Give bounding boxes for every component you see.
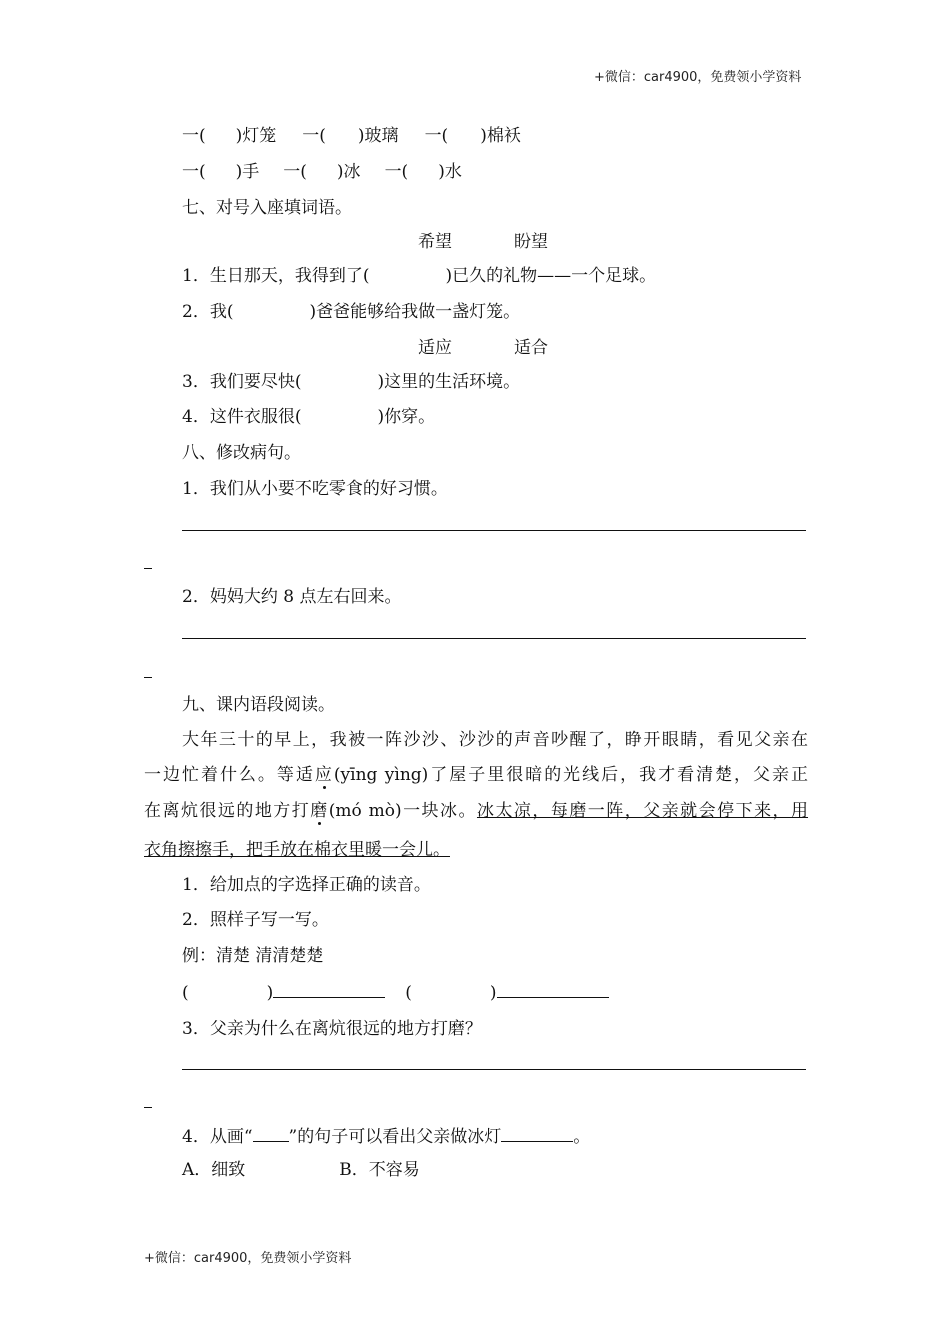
s9-example: 例：清楚 清清楚楚 [182,946,324,966]
s9-fill-row: ( ) ( ) [182,980,609,1005]
s9-question-2: 2．照样子写一写。 [182,910,329,930]
answer-line[interactable] [182,530,806,531]
word-option: 盼望 [514,232,548,252]
answer-blank[interactable] [501,1124,573,1142]
measure-item: )灯笼 [235,126,277,146]
option-a[interactable]: A．细致 [182,1160,246,1180]
answer-line[interactable] [182,1069,806,1070]
word-choice-pair-2 [418,336,548,360]
section-8-title: 八、修改病句。 [182,443,301,463]
paren-open: 一( [384,162,409,182]
dotted-char: 应 [314,765,334,785]
answer-blank[interactable] [253,1124,289,1142]
paren-open: 一( [424,126,449,146]
answer-line-tail [144,568,152,569]
answer-blank[interactable] [497,980,609,998]
measure-item: )手 [235,162,260,182]
s8-question-1: 1．我们从小要不吃零食的好习惯。 [182,479,448,499]
word-option: 希望 [418,232,452,252]
word-option: 适应 [418,338,452,358]
word-option: 适合 [514,338,548,358]
s7-question-1: 1．生日那天，我得到了( )已久的礼物——一个足球。 [182,266,657,286]
paren-open: 一( [302,126,326,146]
measure-item: )冰 [336,162,361,182]
measure-row-1 [182,124,521,148]
section-9-title: 九、课内语段阅读。 [182,695,335,715]
answer-line[interactable] [182,638,806,639]
watermark-bottom: +微信：car4900，免费领小学资料 [144,1251,352,1266]
s7-question-2: 2．我( )爸爸能够给我做一盏灯笼。 [182,302,521,322]
paren-open: 一( [182,162,206,182]
measure-row-2 [182,160,462,184]
underlined-sentence: 衣角擦擦手，把手放在棉衣里暖一会儿。 [144,840,450,860]
s9-question-3: 3．父亲为什么在离炕很远的地方打磨？ [182,1019,482,1039]
passage-line-1: 大年三十的早上，我被一阵沙沙、沙沙的声音吵醒了，睁开眼睛，看见父亲在 [182,730,808,750]
passage-line-4 [144,838,450,862]
s9-question-1: 1．给加点的字选择正确的读音。 [182,875,431,895]
answer-blank[interactable] [273,980,385,998]
paren-open: 一( [182,126,206,146]
s9-question-4: 4．从画“ ”的句子可以看出父亲做冰灯 。 [182,1124,590,1149]
underlined-sentence: 冰太凉，每磨一阵，父亲就会停下来，用 [476,801,809,821]
measure-item: )水 [438,162,462,182]
word-choice-pair-1 [418,230,548,254]
answer-line-tail [144,1107,152,1108]
dotted-char: 磨 [310,801,329,821]
answer-line-tail [144,677,152,678]
passage-line-3: 在离炕很远的地方打磨(mó mò)一块冰。冰太凉，每磨一阵，父亲就会停下来，用 [144,801,809,821]
measure-item: )棉袄 [480,126,521,146]
s7-question-3: 3．我们要尽快( )这里的生活环境。 [182,372,521,392]
s9-options [182,1158,420,1182]
paren-open: 一( [283,162,307,182]
s7-question-4: 4．这件衣服很( )你穿。 [182,407,436,427]
watermark-top: +微信：car4900，免费领小学资料 [594,70,802,85]
option-b[interactable]: B．不容易 [339,1160,420,1180]
passage-line-2: 一边忙着什么。等适应(yīng yìng)了屋子里很暗的光线后，我才看清楚，父亲正 [144,765,809,785]
s8-question-2: 2．妈妈大约 8 点左右回来。 [182,587,402,607]
section-7-title: 七、对号入座填词语。 [182,198,352,218]
measure-item: )玻璃 [357,126,399,146]
